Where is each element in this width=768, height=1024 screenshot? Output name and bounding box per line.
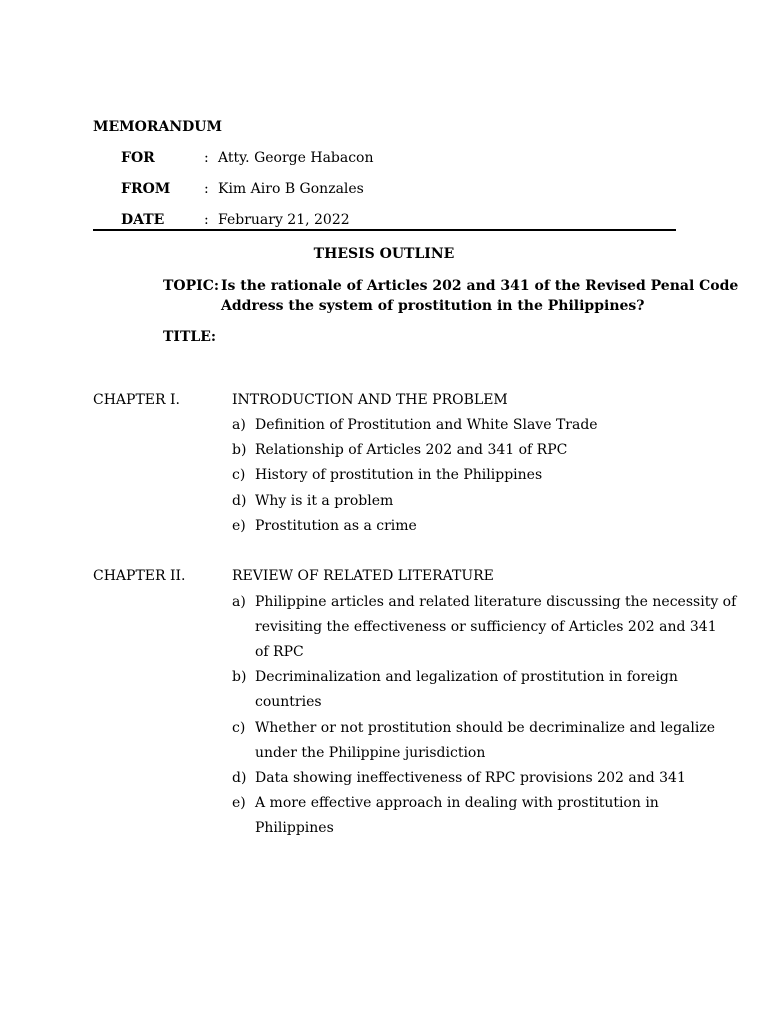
chapter-2-item-d-marker: d): [232, 770, 247, 786]
title-label: TITLE:: [163, 329, 217, 345]
chapter-2-item-a-line-3: of RPC: [255, 644, 304, 660]
date-label: DATE: [121, 212, 165, 228]
topic-label: TOPIC:: [163, 278, 219, 294]
chapter-2-item-a-line-2: revisiting the effectiveness or sufficiency of Articles 202 and 341: [255, 619, 717, 635]
chapter-2-item-a-marker: a): [232, 594, 246, 610]
chapter-2-item-b-marker: b): [232, 669, 247, 685]
chapter-1-item-e: Prostitution as a crime: [255, 518, 417, 534]
topic-line-2: Address the system of prostitution in the Philippines?: [221, 298, 645, 314]
chapter-2-item-e-line-2: Philippines: [255, 820, 334, 836]
chapter-1-item-a-marker: a): [232, 417, 246, 433]
chapter-2-title: REVIEW OF RELATED LITERATURE: [232, 568, 494, 584]
chapter-1-item-a: Definition of Prostitution and White Slave Trade: [255, 417, 598, 433]
chapter-2-label: CHAPTER II.: [93, 568, 186, 584]
chapter-2-item-b-line-2: countries: [255, 694, 322, 710]
chapter-2-item-b-line-1: Decriminalization and legalization of prostitution in foreign: [255, 669, 678, 685]
from-separator: :: [204, 181, 209, 197]
chapter-2-item-c-line-2: under the Philippine jurisdiction: [255, 745, 486, 761]
from-label: FROM: [121, 181, 171, 197]
chapter-1-title: INTRODUCTION AND THE PROBLEM: [232, 392, 508, 408]
chapter-1-item-b-marker: b): [232, 442, 247, 458]
for-label: FOR: [121, 150, 155, 166]
header-divider: [93, 229, 676, 231]
topic-line-1: Is the rationale of Articles 202 and 341 of the Revised Penal Code: [221, 278, 739, 294]
for-separator: :: [204, 150, 209, 166]
chapter-2-item-d: Data showing ineffectiveness of RPC provisions 202 and 341: [255, 770, 686, 786]
outline-title: THESIS OUTLINE: [313, 246, 455, 262]
chapter-2-item-e-marker: e): [232, 795, 246, 811]
from-value: Kim Airo B Gonzales: [218, 181, 364, 197]
chapter-2-item-c-marker: c): [232, 720, 246, 736]
for-value: Atty. George Habacon: [218, 150, 374, 166]
date-value: February 21, 2022: [218, 212, 350, 228]
chapter-1-item-b: Relationship of Articles 202 and 341 of RPC: [255, 442, 568, 458]
chapter-2-item-a-line-1: Philippine articles and related literature discussing the necessity of: [255, 594, 737, 610]
chapter-1-item-c: History of prostitution in the Philippines: [255, 467, 543, 483]
chapter-1-item-d-marker: d): [232, 493, 247, 509]
chapter-1-item-d: Why is it a problem: [255, 493, 394, 509]
chapter-1-label: CHAPTER I.: [93, 392, 180, 408]
chapter-1-item-c-marker: c): [232, 467, 246, 483]
chapter-2-item-e-line-1: A more effective approach in dealing with prostitution in: [255, 795, 659, 811]
chapter-2-item-c-line-1: Whether or not prostitution should be decriminalize and legalize: [255, 720, 716, 736]
chapter-1-item-e-marker: e): [232, 518, 246, 534]
memo-heading: MEMORANDUM: [93, 119, 223, 135]
date-separator: :: [204, 212, 209, 228]
